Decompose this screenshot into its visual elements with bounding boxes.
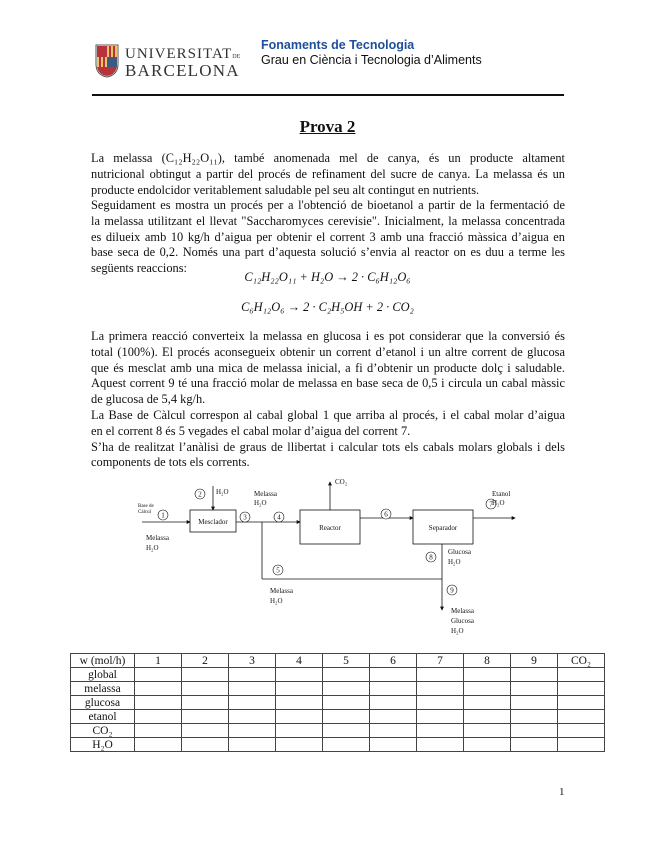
stream-5-label: Melassa: [270, 587, 293, 595]
row-label: CO₂: [71, 724, 135, 738]
text-line: Seguidament es mostra un procés per a l'obtenció de bioetanol a partir de la fermentació de: [91, 198, 565, 212]
text-line: nutricional obtingut a partir del procés de refinament del sucre de canya. La melassa és un: [91, 166, 565, 181]
table-row: [71, 668, 605, 682]
table-cell[interactable]: [558, 696, 605, 710]
stream-3-label: H₂O: [254, 499, 267, 507]
table-cell[interactable]: [464, 682, 511, 696]
stream-1-bottom-label: Melassa: [146, 534, 169, 542]
table-cell[interactable]: [511, 738, 558, 752]
stream-marker-8: [426, 552, 436, 562]
stream-5-label: H₂O: [270, 597, 283, 605]
stream-1-top-label: Càlcul: [138, 510, 152, 515]
table-cell[interactable]: [464, 724, 511, 738]
separator-label: Separador: [428, 524, 458, 532]
table-cell[interactable]: [323, 682, 370, 696]
table-cell[interactable]: [464, 738, 511, 752]
svg-text:8: 8: [429, 553, 433, 562]
table-cell[interactable]: [417, 710, 464, 724]
table-cell[interactable]: [182, 668, 229, 682]
university-shield-icon: [95, 44, 119, 78]
table-cell[interactable]: [276, 724, 323, 738]
text-line: en el corrent 8 és 5 vegades el cabal molar d’aigua del corrent 7.: [91, 423, 411, 438]
svg-text:3: 3: [243, 513, 247, 522]
table-cell[interactable]: [370, 682, 417, 696]
text-line: S’ha de realitzat l’anàlisi de graus de llibertat i calcular tots els cabals molars globals i dels: [91, 439, 565, 454]
table-cell[interactable]: [370, 710, 417, 724]
stream-9-label: Melassa: [451, 607, 474, 615]
degree-name: Grau en Ciència i Tecnologia d’Aliments: [261, 53, 482, 67]
stream-8-label: Glucosa: [448, 548, 471, 556]
table-cell[interactable]: [558, 682, 605, 696]
text-line: Aquest corrent 9 té una fracció molar de melassa en base seca de 0,5 i circula un cabal màssic: [91, 376, 565, 391]
table-cell[interactable]: [276, 696, 323, 710]
table-header-row: [71, 654, 605, 668]
table-cell[interactable]: [276, 710, 323, 724]
svg-text:9: 9: [450, 586, 454, 595]
table-cell[interactable]: [135, 682, 182, 696]
co2-label: CO₂: [335, 478, 348, 486]
text-line: producte endolcidor veritablement saludable pel seu alt contingut en nutrients.: [91, 182, 480, 197]
table-cell[interactable]: [558, 710, 605, 724]
page-title: Prova 2: [299, 117, 356, 136]
stream-marker-3: [240, 512, 250, 522]
row-label: H₂O: [71, 738, 135, 752]
svg-text:1: 1: [161, 511, 165, 520]
mixer-label: Mesclador: [198, 518, 228, 526]
table-cell[interactable]: [323, 668, 370, 682]
equation-1: C₁₂H₂₂O₁₁ + H₂O → 2 · C₆H₁₂O₆: [244, 270, 411, 284]
university-logo: [95, 44, 241, 82]
table-row: [71, 724, 605, 738]
stream-9-label: H₂O: [451, 627, 464, 635]
text-line: següents reaccions:: [91, 261, 187, 276]
table-cell[interactable]: [323, 696, 370, 710]
table-cell[interactable]: [135, 696, 182, 710]
column-header: 7: [417, 654, 464, 668]
table-row: [71, 682, 605, 696]
column-header: CO₂: [558, 654, 605, 668]
table-cell[interactable]: [511, 668, 558, 682]
text-line: La primera reacció converteix la melassa en glucosa i es pot considerar que la conversió és: [91, 329, 565, 343]
stream-7-label: H₂O: [492, 499, 505, 507]
table-row: [71, 696, 605, 710]
table-cell[interactable]: [135, 738, 182, 752]
table-cell[interactable]: [182, 724, 229, 738]
text-line: es dilueix amb 10 kg/h d’aigua per obtenir el corrent 3 amb una fracció màssica d’aigua en: [91, 229, 565, 244]
table-cell[interactable]: [323, 724, 370, 738]
table-cell[interactable]: [370, 738, 417, 752]
page-number: 1: [559, 786, 565, 798]
text-line: La Base de Càlcul correspon al cabal global 1 que arriba al procés, i el cabal molar d’aigua: [91, 407, 565, 422]
table-cell[interactable]: [464, 696, 511, 710]
text-line: total (100%). El procés aconsegueix obtenir un corrent d’etanol i un altre corrent de glucosa: [91, 344, 565, 359]
column-header: 4: [276, 654, 323, 668]
table-cell[interactable]: [370, 724, 417, 738]
table-cell[interactable]: [229, 696, 276, 710]
conditions-paragraph: [91, 329, 565, 471]
stream-3-label: Melassa: [254, 490, 277, 498]
stream-9-label: Glucosa: [451, 617, 474, 625]
svg-text:2: 2: [198, 490, 202, 499]
table-cell[interactable]: [511, 682, 558, 696]
stream-1-top-label: Base de: [138, 504, 154, 509]
row-label: glucosa: [71, 696, 135, 710]
table-cell[interactable]: [464, 668, 511, 682]
svg-text:5: 5: [276, 566, 280, 575]
table-cell[interactable]: [229, 710, 276, 724]
table-cell[interactable]: [464, 710, 511, 724]
table-cell[interactable]: [558, 668, 605, 682]
table-cell[interactable]: [135, 710, 182, 724]
column-header: 8: [464, 654, 511, 668]
row-label: melassa: [71, 682, 135, 696]
table-cell[interactable]: [417, 696, 464, 710]
table-cell[interactable]: [135, 668, 182, 682]
table-cell[interactable]: [417, 738, 464, 752]
stream-marker-2: [195, 489, 205, 499]
column-header: 2: [182, 654, 229, 668]
stream-marker-6: [381, 509, 391, 519]
results-table: [70, 653, 605, 752]
text-line: que és mesclat amb una mica de melassa inicial, a fi d’obtenir un producte dolç i saludable.: [91, 360, 565, 375]
equation-2: C₆H₁₂O₆ → 2 · C₂H₅OH + 2 · CO₂: [241, 300, 414, 314]
row-label: global: [71, 668, 135, 682]
column-header: 1: [135, 654, 182, 668]
table-cell[interactable]: [276, 738, 323, 752]
table-cell[interactable]: [417, 668, 464, 682]
table-cell[interactable]: [229, 668, 276, 682]
table-cell[interactable]: [511, 724, 558, 738]
table-cell[interactable]: [558, 738, 605, 752]
header-rule: [92, 94, 564, 96]
logo-text-line1: UNIVERSITATDE: [125, 46, 241, 62]
intro-paragraph: [91, 151, 565, 198]
svg-text:4: 4: [277, 513, 281, 522]
text-line: La melassa (C₁₂H₂₂O₁₁), també anomenada mel de canya, és un producte altament: [91, 151, 565, 165]
column-header: 3: [229, 654, 276, 668]
stream-2-label: H₂O: [216, 488, 229, 496]
table-cell[interactable]: [135, 724, 182, 738]
stream-1-bottom-label: H₂O: [146, 544, 159, 552]
stream-8-label: H₂O: [448, 558, 461, 566]
table-cell[interactable]: [182, 696, 229, 710]
table-cell[interactable]: [558, 724, 605, 738]
column-header: 6: [370, 654, 417, 668]
stream-marker-5: [273, 565, 283, 575]
table-cell[interactable]: [323, 710, 370, 724]
svg-text:7: 7: [489, 500, 493, 509]
column-header: 5: [323, 654, 370, 668]
text-line: components de tots els corrents.: [91, 455, 250, 470]
svg-text:6: 6: [384, 510, 388, 519]
table-row: [71, 738, 605, 752]
table-cell[interactable]: [511, 710, 558, 724]
row-label: etanol: [71, 710, 135, 724]
text-line: base seca de 0,2. Només una part d’aquesta solució s’envia al reactor on es duu a terme les: [91, 245, 565, 260]
text-line: la melassa utilitzant el llevat "Saccharomyces cerevisie". Inicialment, la melassa concentrada: [91, 213, 565, 228]
table-cell[interactable]: [511, 696, 558, 710]
stream-marker-1: [158, 510, 168, 520]
table-cell[interactable]: [276, 668, 323, 682]
table-cell[interactable]: [182, 710, 229, 724]
table-cell[interactable]: [417, 682, 464, 696]
stream-marker-4: [274, 512, 284, 522]
text-line: de glucosa de 5,4 kg/h.: [91, 392, 206, 407]
table-cell[interactable]: [370, 668, 417, 682]
table-cell[interactable]: [229, 682, 276, 696]
column-header: w (mol/h): [71, 654, 135, 668]
course-title: Fonaments de Tecnologia: [261, 38, 415, 52]
stream-7-label: Etanol: [492, 490, 511, 498]
table-cell[interactable]: [276, 682, 323, 696]
column-header: 9: [511, 654, 558, 668]
table-cell[interactable]: [182, 738, 229, 752]
process-flow-diagram: [130, 472, 570, 642]
stream-marker-9: [447, 585, 457, 595]
table-row: [71, 710, 605, 724]
table-cell[interactable]: [323, 738, 370, 752]
table-cell[interactable]: [417, 724, 464, 738]
table-cell[interactable]: [182, 682, 229, 696]
table-cell[interactable]: [229, 724, 276, 738]
reactor-label: Reactor: [319, 524, 341, 532]
process-paragraph: [91, 198, 565, 277]
logo-text-line2: BARCELONA: [125, 61, 240, 80]
table-cell[interactable]: [370, 696, 417, 710]
table-cell[interactable]: [229, 738, 276, 752]
